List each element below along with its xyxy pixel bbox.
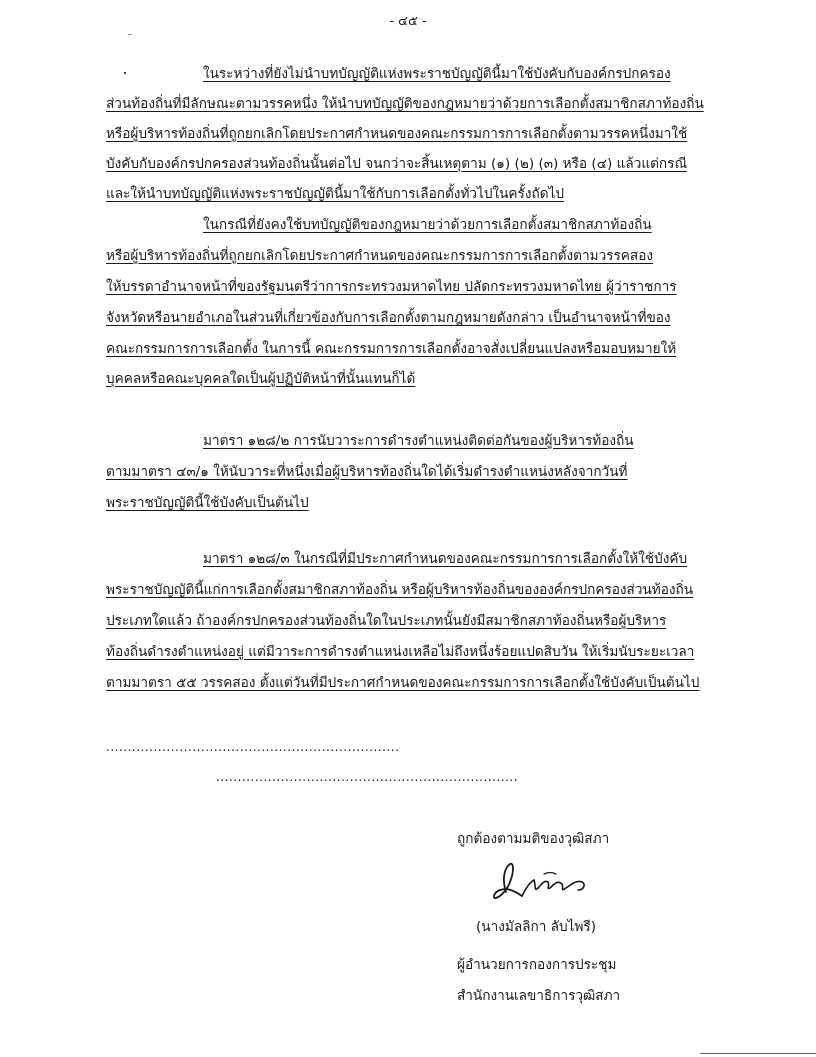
certification-verified: ถูกต้องตามมติของวุฒิสภา	[457, 831, 610, 847]
scan-speck	[128, 34, 132, 35]
text-line: จังหวัดหรือนายอำเภอในส่วนที่เกี่ยวข้องกับการเลือกตั้งตามกฎหมายดังกล่าว เป็นอำนาจหน้าที่ของ	[106, 310, 671, 326]
text-line: หรือผู้บริหารท้องถิ่นที่ถูกยกเลิกโดยประกาศกำหนดของคณะกรรมการการเลือกตั้งตามวรรคสอง	[106, 248, 654, 264]
scan-speck	[124, 72, 126, 74]
text-line: ตามมาตรา ๕๕ วรรคสอง ตั้งแต่วันที่มีประกาศกำหนดของคณะกรรมการการเลือกตั้งใช้บังคับเป็นต้นไป	[106, 675, 700, 691]
text-line: บุคคลหรือคณะบุคคลใดเป็นผู้ปฏิบัติหน้าที่นั้นแทนก็ได้	[106, 371, 416, 387]
text-line: พระราชบัญญัตินี้แก่การเลือกตั้งสมาชิกสภาท้องถิ่น หรือผู้บริหารท้องถิ่นขององค์กรปกครองส่วนท้องถิ่น	[106, 582, 694, 598]
scan-edge	[700, 1053, 816, 1054]
text-line: มาตรา ๑๒๘/๓ ในกรณีที่มีประกาศกำหนดของคณะกรรมการการเลือกตั้งให้ใช้บังคับ	[203, 551, 688, 567]
signatory-name: (นางมัลลิกา ลับไพรี)	[476, 919, 597, 935]
text-line: หรือผู้บริหารท้องถิ่นที่ถูกยกเลิกโดยประกาศกำหนดของคณะกรรมการการเลือกตั้งตามวรรคหนึ่งมาใช้	[106, 126, 688, 142]
text-line: ท้องถิ่นดำรงตำแหน่งอยู่ แต่มีวาระการดำรงตำแหน่งเหลือไม่ถึงหนึ่งร้อยแปดสิบวัน ให้เริ่มนับระยะเวลา	[106, 644, 695, 660]
text-line: คณะกรรมการการเลือกตั้ง ในการนี้ คณะกรรมการการเลือกตั้งอาจสั่งเปลี่ยนแปลงหรือมอบหมายให้	[106, 341, 677, 357]
text-line: และให้นำบทบัญญัติแห่งพระราชบัญญัตินี้มาใช้กับการเลือกตั้งทั่วไปในครั้งถัดไป	[106, 186, 564, 202]
text-line: ให้บรรดาอำนาจหน้าที่ของรัฐมนตรีว่าการกระทรวงมหาดไทย ปลัดกระทรวงมหาดไทย ผู้ว่าราชการ	[106, 279, 677, 295]
dotted-line: ....................................................................	[106, 740, 400, 754]
text-line: ตามมาตรา ๔๓/๑ ให้นับวาระที่หนึ่งเมื่อผู้บริหารท้องถิ่นใดได้เริ่มดำรงตำแหน่งหลังจากวันที่	[106, 464, 628, 480]
text-line: ส่วนท้องถิ่นที่มีลักษณะตามวรรคหนึ่ง ให้นำบทบัญญัติของกฎหมายว่าด้วยการเลือกตั้งสมาชิกสภาท้องถิ่น	[106, 96, 704, 112]
text-line: ประเภทใดแล้ว ถ้าองค์กรปกครองส่วนท้องถิ่นใดในประเภทนั้นยังมีสมาชิกสภาท้องถิ่นหรือผู้บริหาร	[106, 613, 667, 629]
text-line: บังคับกับองค์กรปกครองส่วนท้องถิ่นนั้นต่อไป จนกว่าจะสิ้นเหตุตาม (๑) (๒) (๓) หรือ (๔) แล้วแต่กรณี	[106, 156, 688, 172]
text-line: พระราชบัญญัตินี้ใช้บังคับเป็นต้นไป	[106, 495, 309, 511]
signatory-office: สำนักงานเลขาธิการวุฒิสภา	[457, 988, 621, 1004]
text-line: ในระหว่างที่ยังไม่นำบทบัญญัติแห่งพระราชบัญญัตินี้มาใช้บังคับกับองค์กรปกครอง	[203, 66, 671, 82]
handwritten-signature	[488, 858, 608, 906]
signatory-position: ผู้อำนวยการกองการประชุม	[457, 957, 617, 973]
dotted-line: ......................................................................	[216, 770, 519, 784]
text-line: ในกรณีที่ยังคงใช้บทบัญญัติของกฎหมายว่าด้วยการเลือกตั้งสมาชิกสภาท้องถิ่น	[203, 217, 652, 233]
page-number: - ๔๕ -	[389, 14, 427, 29]
text-line: มาตรา ๑๒๘/๒ การนับวาระการดำรงตำแหน่งติดต่อกันของผู้บริหารท้องถิ่น	[203, 433, 634, 449]
